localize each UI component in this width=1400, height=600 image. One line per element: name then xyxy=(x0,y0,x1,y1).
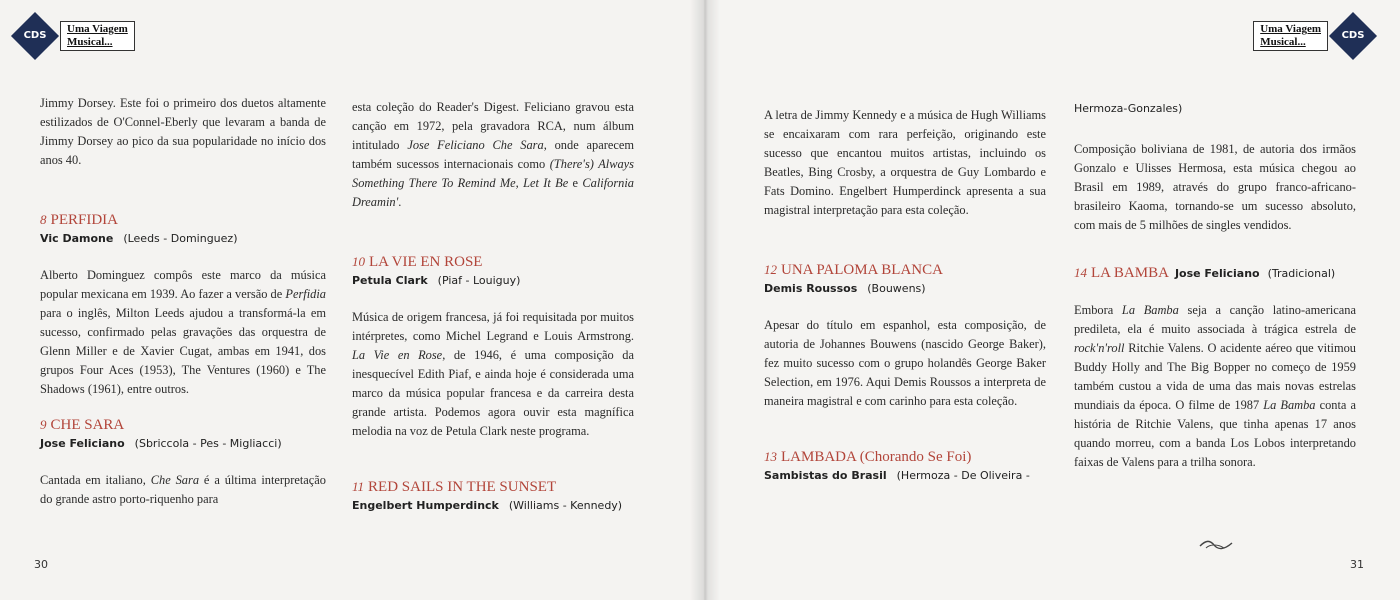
cds-badge-icon: CDS xyxy=(11,12,59,60)
track-description: Música de origem francesa, já foi requisitada por muitos intérpretes, como Michel Legrand e Louis Armstrong. La Vie en Rose, de 1946, é uma composição da inesquecível Edith Piaf, e ainda hoje é considerada uma marco da música popular francesa e da carreira desta grande artista. Podemos agora ouvir esta magnífica melodia na voz de Petula Clark neste programa. xyxy=(352,310,634,438)
ornament-icon xyxy=(1198,538,1234,552)
track-heading-la-bamba: 14 LA BAMBA Jose Feliciano (Tradicional) xyxy=(1074,265,1336,281)
series-title-box: Uma Viagem Musical... xyxy=(1253,21,1328,51)
cds-badge-icon: CDS xyxy=(1329,12,1377,60)
track-credit: Petula Clark (Piaf - Louiguy) xyxy=(352,274,521,287)
continued-text: esta coleção do Reader's Digest. Feliciano gravou esta canção em 1972, pela gravadora RCA, num álbum intitulado Jose Feliciano Che Sara, onde aparecem também sucessos internacionais como (There's) Always Something There To Remind Me, Let It Be e California Dreamin'. xyxy=(352,100,635,209)
track-heading-che-sara: 9 CHE SARA xyxy=(40,417,125,433)
right-col-1 xyxy=(764,106,1046,485)
composer-continued: Hermoza-Gonzales) xyxy=(1074,102,1183,115)
intro-text: A letra de Jimmy Kennedy e a música de Hugh Williams se encaixaram com rara perfeição, originando este sucesso que encantou muitos artistas, incluindo os Beatles, Bing Crosby, a orquestra de Guy Lombardo e Fats Domino. Engelbert Humperdinck apresenta a sua magistral interpretação para esta coleção. xyxy=(764,108,1046,217)
left-col-1 xyxy=(40,94,326,509)
track-credit: Engelbert Humperdinck (Williams - Kennedy) xyxy=(352,499,623,512)
cds-logo-right xyxy=(1253,16,1370,56)
track-credit: Jose Feliciano (Sbriccola - Pes - Migliacci) xyxy=(40,437,282,450)
page-number-left: 30 xyxy=(34,558,48,571)
right-col-2 xyxy=(1074,100,1356,472)
track-heading-lambada: 13 LAMBADA (Chorando Se Foi) xyxy=(764,449,972,465)
track-description: Apesar do título em espanhol, esta composição, de autoria de Johannes Bouwens (nascido George Baker), fez muito sucesso com o grupo holandês George Baker Selection, em 1976. Aqui Demis Roussos a interpreta de maneira magistral e com carinho para esta coleção. xyxy=(764,318,1046,408)
track-credit: Sambistas do Brasil (Hermoza - De Oliveira - xyxy=(764,469,1030,482)
right-page xyxy=(700,0,1400,600)
track-description: Embora La Bamba seja a canção latino-americana predileta, ela é muito associada à trágica estrela de rock'n'roll Ritchie Valens. O acidente aéreo que vitimou Buddy Holly and The Big Bopper no começo de 1959 também custou a vida de uma das mais novas estrelas mundiais da época. O filme de 1987 La Bamba conta a história de Ritchie Valens, que tinha apenas 17 anos quando morreu, com a banda Los Lobos interpretando faixas de Valens para a trilha sonora. xyxy=(1074,303,1357,469)
series-title-box: Uma Viagem Musical... xyxy=(60,21,135,51)
track-heading-una-paloma-blanca: 12 UNA PALOMA BLANCA xyxy=(764,262,943,278)
page-gutter xyxy=(690,0,720,600)
left-col-2 xyxy=(352,98,634,515)
intro-text: Jimmy Dorsey. Este foi o primeiro dos duetos altamente estilizados de O'Connel-Eberly que levaram a banda de Jimmy Dorsey ao pico da sua popularidade no início dos anos 40. xyxy=(40,96,326,167)
track-credit: Vic Damone (Leeds - Dominguez) xyxy=(40,232,238,245)
track-description: Cantada em italiano, Che Sara é a última interpretação do grande astro porto-riquenho para xyxy=(40,473,326,506)
track-heading-perfidia: 8 PERFIDIA xyxy=(40,212,119,228)
track-description: Alberto Dominguez compôs este marco da música popular mexicana em 1939. Ao fazer a versão de Perfidia para o inglês, Milton Leeds ajudou a transformá-la em sucesso, confirmado pelas gravações das orquestra de Glenn Miller e de Xavier Cugat, ambas em 1941, dos grupos Four Aces (1953), The Ventures (1960) e The Shadows (1961), entre outros. xyxy=(40,268,326,396)
track-heading-red-sails: 11 RED SAILS IN THE SUNSET xyxy=(352,479,557,495)
cds-logo-left xyxy=(18,16,135,56)
track-heading-la-vie-en-rose: 10 LA VIE EN ROSE xyxy=(352,254,483,270)
track-description: Composição boliviana de 1981, de autoria dos irmãos Gonzalo e Ulisses Hermosa, esta música chegou ao Brasil em 1989, através do grupo franco-africano-brasileiro Kaoma, tornando-se um sucesso absoluto, com mais de 5 milhões de singles vendidos. xyxy=(1074,142,1356,232)
track-credit: Demis Roussos (Bouwens) xyxy=(764,282,926,295)
page-number-right: 31 xyxy=(1350,558,1364,571)
